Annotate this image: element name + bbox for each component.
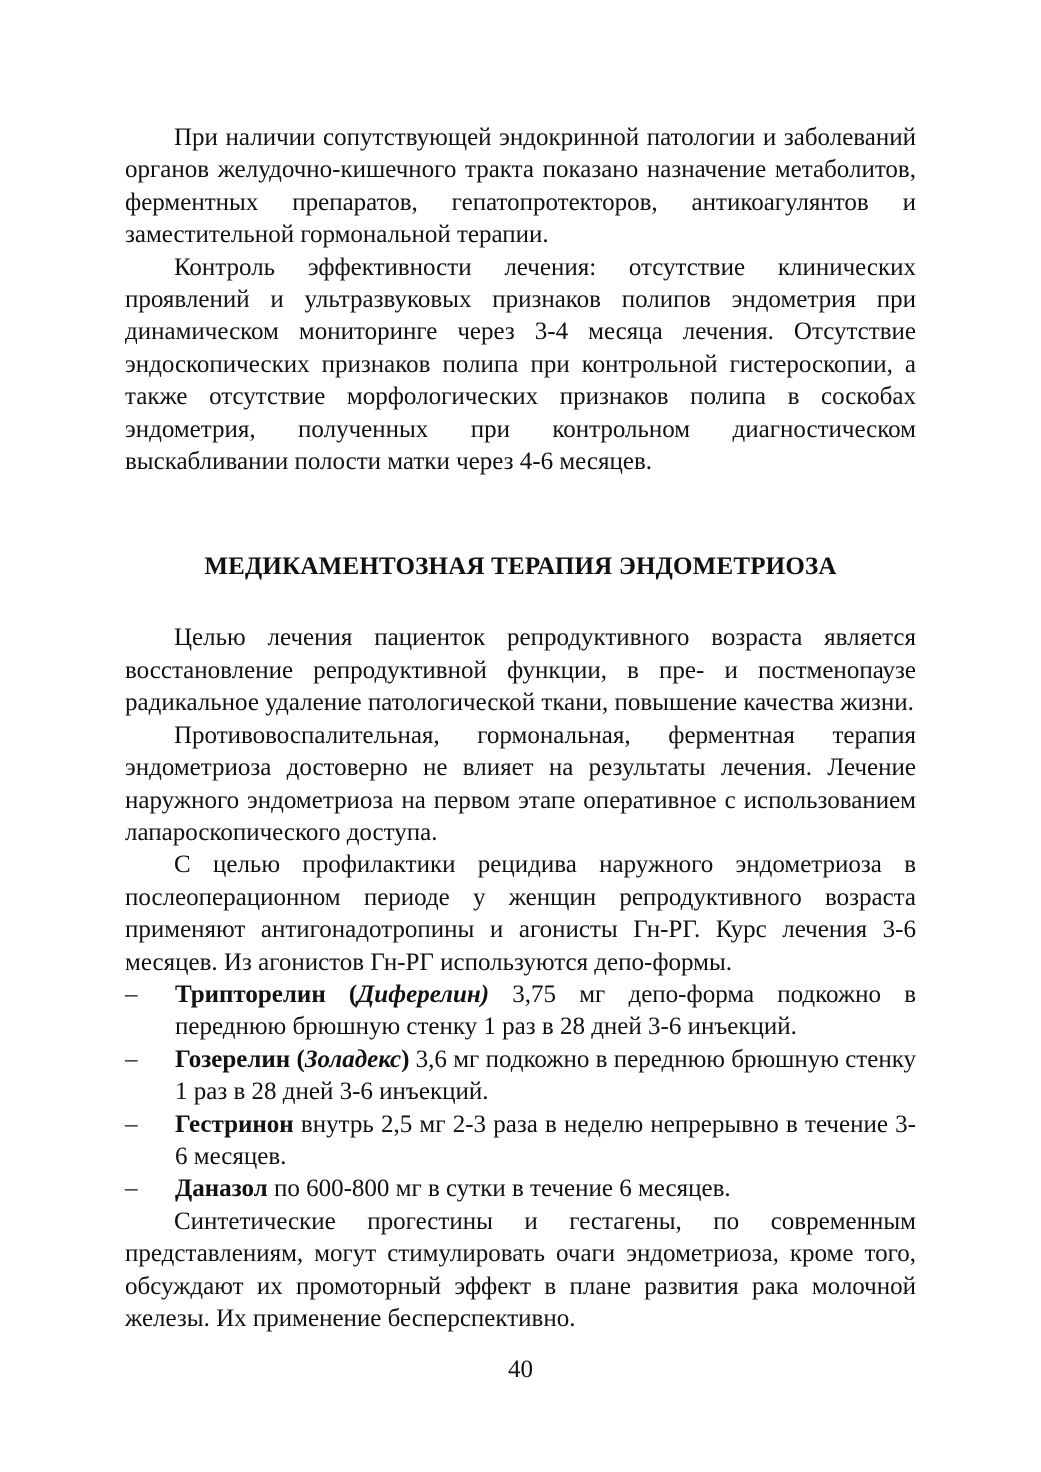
list-item-danazol	[125, 1173, 916, 1205]
paragraph-progestins: Синтетические прогестины и гестагены, по современным представлениям, могут стимулировать очаги эндометриоза, кроме того, обсуждают их промоторный эффект в плане развития рака молочной железы. Их применение бесперспективно.	[125, 1207, 916, 1332]
drug-dosage: внутрь 2,5 мг 2-3 раза в неделю непрерывно в течение 3-6 месяцев.	[175, 1110, 916, 1170]
paragraph-comorbidity: При наличии сопутствующей эндокринной патологии и заболеваний органов желудочно-кишечного тракта показано назначение метаболитов, ферментных препаратов, гепатопротекторов, антикоагулянтов и заместительной гормональной терапии.	[125, 124, 916, 249]
list-dash: –	[125, 1045, 138, 1073]
list-dash: –	[125, 1110, 138, 1138]
drug-name: Трипторелин (Диферелин)	[175, 980, 490, 1008]
drug-name: Гозерелин (Золадекс)	[175, 1045, 410, 1073]
paragraph-treatment-goal: Целью лечения пациенток репродуктивного возраста является восстановление репродуктивной функции, в пре- и постменопаузе радикальное удаление патологической ткани, повышение качества жизни.	[125, 624, 916, 717]
drug-brand: Диферелин)	[357, 980, 490, 1008]
paragraph-treatment-control: Контроль эффективности лечения: отсутствие клинических проявлений и ультразвуковых признаков полипов эндометрия при динамическом мониторинге через 3-4 месяца лечения. Отсутствие эндоскопических признаков полипа при контрольной гистероскопии, а также отсутствие морфологических признаков полипа в соскобах эндометрия, полученных при контрольном диагностическом выскабливании полости матки через 4-6 месяцев.	[125, 253, 916, 476]
drug-brand: Золадекс	[304, 1045, 402, 1073]
list-item-gestrinone	[125, 1109, 916, 1174]
list-item-triptorelin	[125, 979, 916, 1044]
list-item-goserelin	[125, 1044, 916, 1109]
drug-dosage: 3,75 мг депо-форма подкожно в переднюю брюшную стенку 1 раз в 28 дней 3-6 инъекций.	[175, 980, 917, 1041]
drug-name: Гестринон	[175, 1110, 294, 1138]
paragraph-therapy-effect: Противовоспалительная, гормональная, ферментная терапия эндометриоза достоверно не влияет на результаты лечения. Лечение наружного эндометриоза на первом этапе оперативное с использованием лапароскопического доступа.	[125, 721, 916, 846]
list-dash: –	[125, 980, 138, 1008]
drug-dosage: 3,6 мг подкожно в переднюю брюшную стенку 1 раз в 28 дней 3-6 инъекций.	[175, 1045, 916, 1106]
heading-spacer	[125, 583, 916, 622]
drug-dosage: по 600-800 мг в сутки в течение 6 месяцев.	[267, 1175, 731, 1203]
page-number: 40	[508, 1356, 533, 1383]
section-heading: МЕДИКАМЕНТОЗНАЯ ТЕРАПИЯ ЭНДОМЕТРИОЗА	[204, 553, 837, 581]
paragraph-relapse-prevention: С целью профилактики рецидива наружного эндометриоза в послеоперационном периоде у женщин репродуктивного возраста применяют антигонадотропины и агонисты Гн-РГ. Курс лечения 3-6 месяцев. Из агонистов Гн-РГ используются депо-формы.	[125, 851, 916, 976]
list-dash: –	[125, 1175, 138, 1203]
section-spacer	[125, 478, 916, 551]
drug-list	[125, 979, 916, 1206]
drug-name: Даназол	[175, 1175, 268, 1203]
